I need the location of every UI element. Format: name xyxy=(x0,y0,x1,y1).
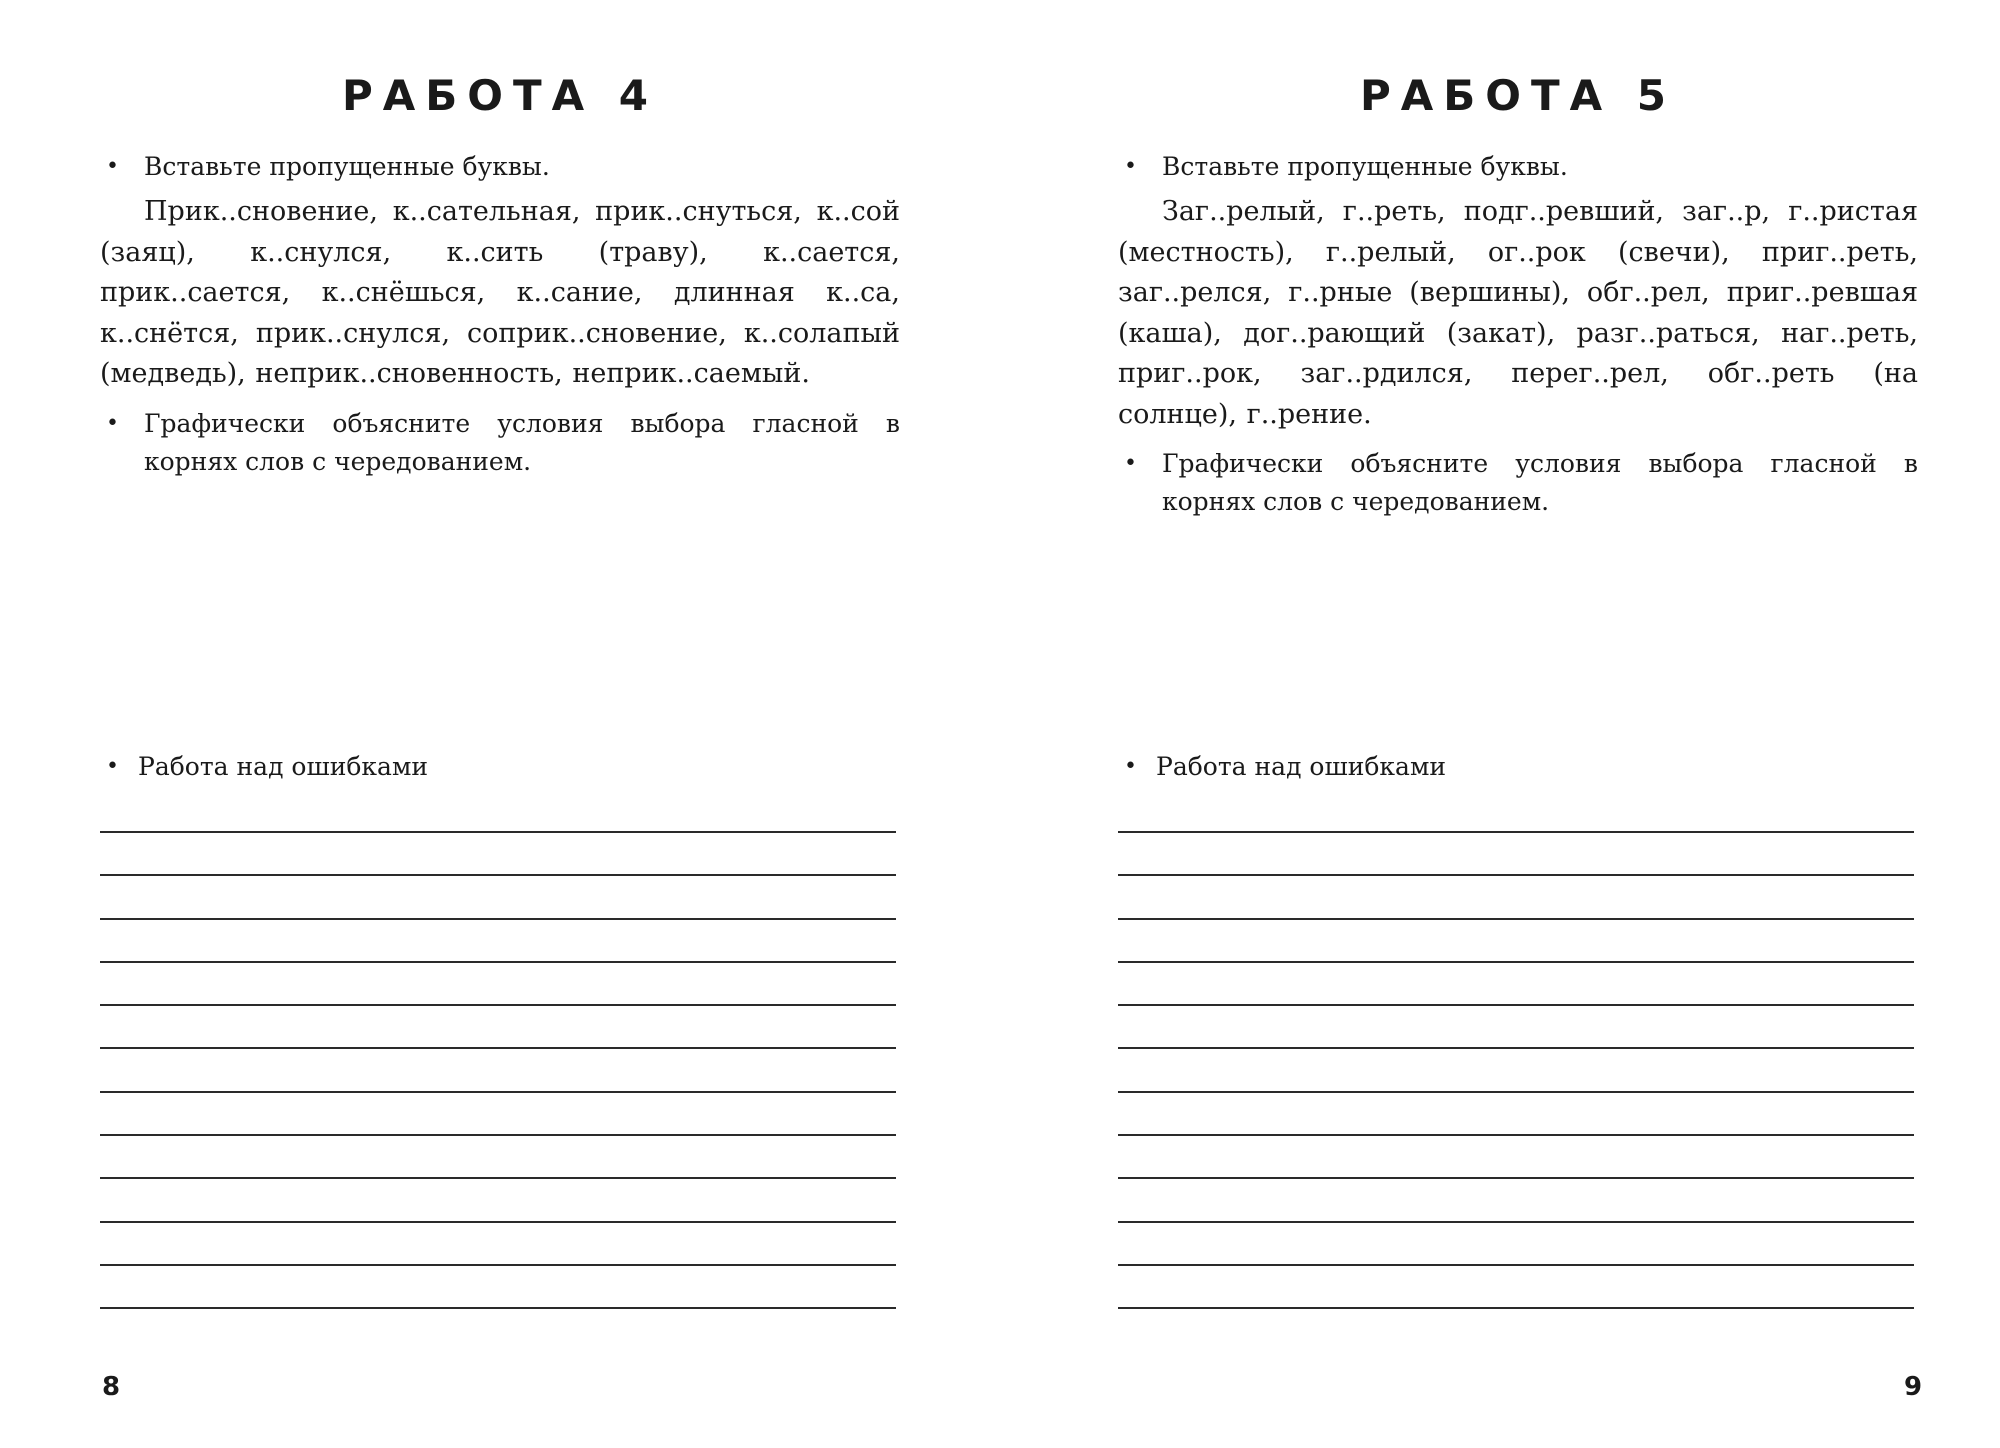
writing-lines xyxy=(1118,831,1914,1351)
writing-line[interactable] xyxy=(1118,961,1914,1004)
writing-line[interactable] xyxy=(1118,918,1914,961)
writing-line[interactable] xyxy=(1118,831,1914,874)
writing-line[interactable] xyxy=(1118,1307,1914,1350)
writing-line[interactable] xyxy=(1118,1047,1914,1090)
writing-line[interactable] xyxy=(100,1091,896,1134)
writing-line[interactable] xyxy=(1118,1134,1914,1177)
writing-line[interactable] xyxy=(100,1307,896,1350)
task-block xyxy=(1118,148,1918,521)
writing-line[interactable] xyxy=(100,1221,896,1264)
writing-line[interactable] xyxy=(100,831,896,874)
writing-line[interactable] xyxy=(1118,874,1914,917)
errors-label: • Работа над ошибками xyxy=(100,748,900,786)
instruction-explain: • Графически объясните условия выбора гласной в корнях слов с чередованием. xyxy=(100,405,900,481)
instruction-explain: • Графически объясните условия выбора гласной в корнях слов с чередованием. xyxy=(1118,445,1918,521)
page-title: РАБОТА 5 xyxy=(1359,71,1676,120)
page-number: 9 xyxy=(1904,1372,1923,1402)
writing-line[interactable] xyxy=(100,961,896,1004)
errors-section xyxy=(100,748,900,786)
writing-line[interactable] xyxy=(100,874,896,917)
writing-line[interactable] xyxy=(1118,1091,1914,1134)
task-block xyxy=(100,148,900,481)
writing-line[interactable] xyxy=(1118,1177,1914,1220)
exercise-text: Прик..сновение, к..сательная, прик..снуться, к..сой (заяц), к..снулся, к..сить (траву), к..сается, прик..сается, к..снёшься, к..сание, длинная к..са, к..снётся, прик..снулся, соприк..сновение, к..солапый (медведь), неприк..сновенность, неприк..саемый. xyxy=(100,196,900,389)
writing-line[interactable] xyxy=(1118,1264,1914,1307)
page-number: 8 xyxy=(102,1372,121,1402)
errors-section xyxy=(1118,748,1918,786)
page-title: РАБОТА 4 xyxy=(341,71,658,120)
right-page xyxy=(1118,0,1923,1448)
writing-line[interactable] xyxy=(100,1134,896,1177)
exercise-text: Заг..релый, г..реть, подг..ревший, заг..р, г..ристая (местность), г..релый, ог..рок (свечи), приг..реть, заг..релся, г..рные (вершины), обг..рел, приг..ревшая (каша), дог..рающий (закат), разг..раться, наг..реть, приг..рок, заг..рдился, перег..рел, обг..реть (на солнце), г..рение. xyxy=(1118,196,1918,430)
writing-line[interactable] xyxy=(1118,1221,1914,1264)
writing-line[interactable] xyxy=(100,1177,896,1220)
left-page xyxy=(100,0,900,1448)
writing-line[interactable] xyxy=(100,918,896,961)
writing-line[interactable] xyxy=(100,1004,896,1047)
writing-lines xyxy=(100,831,896,1351)
errors-label: • Работа над ошибками xyxy=(1118,748,1918,786)
writing-line[interactable] xyxy=(100,1047,896,1090)
writing-line[interactable] xyxy=(1118,1004,1914,1047)
writing-line[interactable] xyxy=(100,1264,896,1307)
instruction-insert-letters: • Вставьте пропущенные буквы. xyxy=(100,148,900,186)
instruction-insert-letters: • Вставьте пропущенные буквы. xyxy=(1118,148,1918,186)
